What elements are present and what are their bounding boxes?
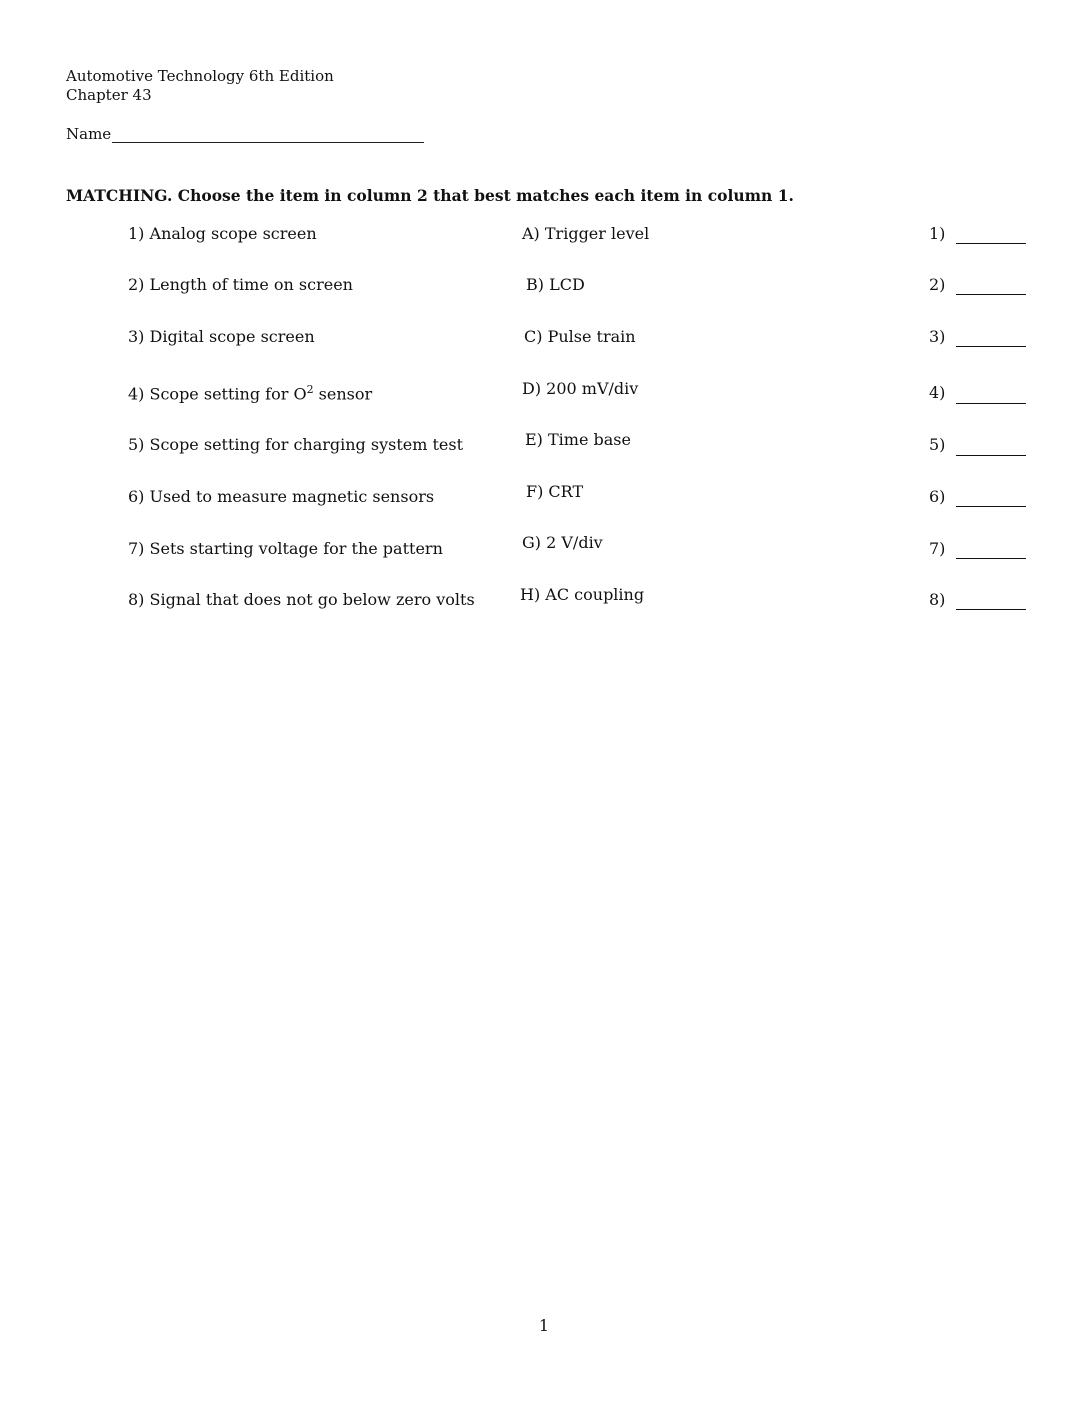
chapter-label: Chapter 43 [66, 86, 152, 104]
name-row [66, 124, 424, 143]
answer-number: 8) [929, 590, 946, 609]
answer-blank[interactable] [956, 294, 1026, 295]
document-title: Automotive Technology 6th Edition [66, 67, 334, 85]
column1-item [128, 383, 372, 403]
column2-item: G) 2 V/div [522, 533, 603, 552]
column1-item: 6) Used to measure magnetic sensors [128, 487, 435, 506]
answer-number: 2) [929, 275, 946, 294]
superscript-2: 2 [306, 383, 314, 396]
answer-number: 6) [929, 487, 946, 506]
answer-number: 3) [929, 327, 946, 346]
column2-item: F) CRT [526, 482, 584, 501]
column1-item: 5) Scope setting for charging system test [128, 435, 464, 454]
instructions: MATCHING. Choose the item in column 2 that best matches each item in column 1. [66, 186, 794, 205]
column1-item: 2) Length of time on screen [128, 275, 353, 294]
column1-item: 8) Signal that does not go below zero volts [128, 590, 475, 609]
column2-item: E) Time base [525, 430, 631, 449]
answer-number: 1) [929, 224, 946, 243]
column2-item: H) AC coupling [520, 585, 645, 604]
answer-blank[interactable] [956, 243, 1026, 244]
answer-blank[interactable] [956, 609, 1026, 610]
answer-blank[interactable] [956, 506, 1026, 507]
column1-item-text-end: sensor [313, 384, 373, 404]
column1-item: 1) Analog scope screen [128, 224, 317, 243]
column1-item: 7) Sets starting voltage for the pattern [128, 539, 443, 558]
column2-item: A) Trigger level [522, 224, 650, 243]
column2-item: D) 200 mV/div [522, 379, 639, 398]
answer-blank[interactable] [956, 403, 1026, 404]
page-number: 1 [538, 1316, 550, 1335]
answer-blank[interactable] [956, 455, 1026, 456]
name-field[interactable] [112, 124, 424, 143]
answer-number: 7) [929, 539, 946, 558]
column1-item: 3) Digital scope screen [128, 327, 315, 346]
answer-blank[interactable] [956, 558, 1026, 559]
answer-number: 5) [929, 435, 946, 454]
answer-blank[interactable] [956, 346, 1026, 347]
answer-number: 4) [929, 383, 946, 402]
column2-item: B) LCD [526, 275, 585, 294]
column1-item-text: 4) Scope setting for O [128, 384, 307, 404]
column2-item: C) Pulse train [524, 327, 636, 346]
name-label: Name [66, 125, 112, 143]
